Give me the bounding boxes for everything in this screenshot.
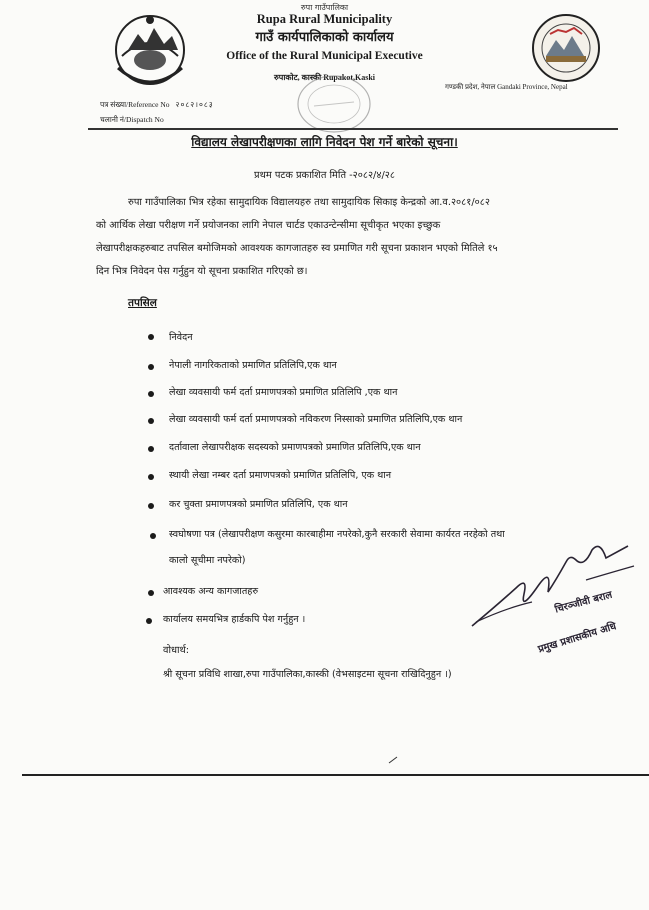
- list-item-continuation: कालो सूचीमा नपरेको): [169, 555, 246, 566]
- bullet-icon: [146, 618, 152, 624]
- office-address: रुपाकोट, कास्की Rupakot,Kaski: [274, 73, 375, 82]
- dispatch-number: [100, 115, 164, 125]
- office-name-np: गाउँ कार्यपालिकाको कार्यालय: [255, 30, 394, 45]
- list-item: कर चुक्ता प्रमाणपत्रको प्रमाणित प्रतिलिपि, एक थान: [169, 499, 348, 510]
- bullet-icon: [148, 474, 154, 480]
- notice-paragraph: [96, 191, 610, 283]
- office-name-en: Office of the Rural Municipal Executive: [226, 50, 423, 62]
- schedule-heading: तपसिल: [128, 297, 157, 309]
- bullet-icon: [148, 364, 154, 370]
- list-item: स्वघोषणा पत्र (लेखापरीक्षण कसुरमा कारबाहीमा नपरेको,कुनै सरकारी सेवामा कार्यरत नरहेको तथा: [169, 529, 505, 540]
- bullet-icon: [148, 391, 154, 397]
- province-line: गण्डकी प्रदेश, नेपाल Gandaki Province, Nepal: [445, 83, 568, 91]
- list-item: निवेदन: [169, 332, 193, 343]
- tick-mark-icon: [388, 756, 398, 764]
- header-top-line: रुपा गाउँपालिका: [300, 3, 349, 12]
- paragraph-line: दिन भित्र निवेदन पेस गर्नुहुन यो सूचना प्रकाशित गरिएको छ।: [96, 266, 308, 277]
- bullet-icon: [148, 418, 154, 424]
- footer-divider: [22, 774, 649, 776]
- bullet-icon: [148, 590, 154, 596]
- office-stamp-icon: [294, 72, 374, 136]
- paragraph-line: को आर्थिक लेखा परीक्षण गर्ने प्रयोजनका लागि नेपाल चार्टड एकाउन्टेन्सीमा सूचीकृत भएका इच्छुक: [96, 220, 441, 231]
- list-item: आवश्यक अन्य कागजातहरु: [163, 586, 259, 597]
- paragraph-line: लेखापरीक्षकहरुबाट तपसिल बमोजिमको आवश्यक कागजातहरु स्व प्रमाणित गरी सूचना प्रकाशन भएको मितिले १५: [96, 243, 498, 254]
- reference-value: २०८२।०८३: [175, 100, 214, 109]
- bodharth-label: वोधार्थ:: [163, 645, 190, 656]
- list-item: स्थायी लेखा नम्बर दर्ता प्रमाणपत्रको प्रमाणित प्रतिलिपि, एक थान: [169, 470, 392, 481]
- signature-icon: [466, 536, 646, 636]
- signatory-name: चिरञ्जीवी बराल: [553, 589, 614, 616]
- bullet-icon: [150, 533, 156, 539]
- bullet-icon: [148, 334, 154, 340]
- municipality-name-en: Rupa Rural Municipality: [256, 12, 393, 26]
- header-divider: [88, 128, 618, 130]
- publication-date: प्रथम पटक प्रकाशित मिति -२०८२/४/२८: [254, 170, 395, 181]
- dispatch-label: चलानी नं/Dispatch No: [100, 115, 164, 124]
- notice-title: विद्यालय लेखापरीक्षणका लागि निवेदन पेश गर्ने बारेको सूचना।: [191, 135, 458, 149]
- cc-line: श्री सूचना प्रविधि शाखा,रुपा गाउँपालिका,कास्की (वेभसाइटमा सूचना राखिदिनुहुन ।): [163, 669, 452, 680]
- reference-number: [100, 100, 214, 110]
- list-item: नेपाली नागरिकताको प्रमाणित प्रतिलिपि,एक थान: [169, 360, 337, 371]
- reference-label: पत्र संख्या/Reference No: [100, 100, 170, 109]
- list-item: कार्यालय समयभित्र हार्डकपि पेश गर्नुहुन ।: [163, 614, 306, 625]
- paragraph-line: रुपा गाउँपालिका भित्र रहेका सामुदायिक विद्यालयहरु तथा सामुदायिक सिकाइ केन्द्रको आ.व.२०८१/०८२: [128, 197, 490, 208]
- bullet-icon: [148, 446, 154, 452]
- list-item: लेखा व्यवसायी फर्म दर्ता प्रमाणपत्रको नविकरण निस्साको प्रमाणित प्रतिलिपि,एक थान: [169, 414, 463, 425]
- signatory-title: प्रमुख प्रशासकीय अधि: [536, 621, 618, 656]
- list-item: दर्तावाला लेखापरीक्षक सदस्यको प्रमाणपत्रको प्रमाणित प्रतिलिपि,एक थान: [169, 442, 421, 453]
- bullet-icon: [148, 503, 154, 509]
- list-item: लेखा व्यवसायी फर्म दर्ता प्रमाणपत्रको प्रमाणित प्रतिलिपि ,एक थान: [169, 387, 398, 398]
